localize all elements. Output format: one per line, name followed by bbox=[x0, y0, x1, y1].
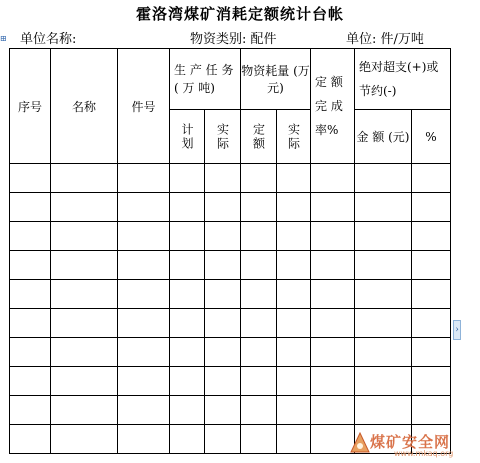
table-cell[interactable] bbox=[118, 164, 170, 193]
table-cell[interactable] bbox=[51, 251, 118, 280]
table-cell[interactable] bbox=[51, 367, 118, 396]
table-row bbox=[10, 164, 451, 193]
table-cell[interactable] bbox=[118, 193, 170, 222]
col-header-actual-consumption: 实际 bbox=[277, 110, 311, 164]
expand-marker-icon[interactable]: ⊞ bbox=[0, 34, 7, 43]
table-cell[interactable] bbox=[277, 338, 311, 367]
table-cell[interactable] bbox=[118, 280, 170, 309]
table-cell[interactable] bbox=[118, 396, 170, 425]
col-header-completion-rate: 定 额 完 成 率% bbox=[311, 49, 355, 164]
col-header-over-saving: 绝对超支(+)或节约(-) bbox=[355, 49, 451, 110]
table-cell[interactable] bbox=[170, 222, 205, 251]
table-cell[interactable] bbox=[277, 222, 311, 251]
col-header-quota: 定额 bbox=[241, 110, 277, 164]
table-cell[interactable] bbox=[355, 193, 412, 222]
table-cell[interactable] bbox=[311, 309, 355, 338]
table-cell[interactable] bbox=[205, 396, 241, 425]
table-cell[interactable] bbox=[412, 193, 451, 222]
table-cell[interactable] bbox=[355, 280, 412, 309]
table-cell[interactable] bbox=[118, 251, 170, 280]
table-cell[interactable] bbox=[51, 338, 118, 367]
table-cell[interactable] bbox=[10, 164, 51, 193]
table-cell[interactable] bbox=[118, 309, 170, 338]
table-cell[interactable] bbox=[10, 309, 51, 338]
table-cell[interactable] bbox=[277, 309, 311, 338]
table-cell[interactable] bbox=[311, 338, 355, 367]
col-header-actual: 实际 bbox=[205, 110, 241, 164]
unit-name-label: 单位名称: bbox=[20, 32, 77, 47]
table-cell[interactable] bbox=[277, 367, 311, 396]
table-cell[interactable] bbox=[412, 367, 451, 396]
table-cell[interactable] bbox=[170, 396, 205, 425]
watermark-url: www.mkaq.org bbox=[394, 449, 454, 458]
table-cell[interactable] bbox=[412, 338, 451, 367]
scroll-handle-icon[interactable]: › bbox=[453, 320, 461, 340]
table-cell[interactable] bbox=[277, 251, 311, 280]
table-cell[interactable] bbox=[412, 280, 451, 309]
col-header-percent: % bbox=[412, 110, 451, 164]
table-cell[interactable] bbox=[241, 367, 277, 396]
table-cell[interactable] bbox=[311, 367, 355, 396]
table-cell[interactable] bbox=[170, 251, 205, 280]
table-cell[interactable] bbox=[355, 367, 412, 396]
watermark-text: 煤矿安全网 bbox=[370, 433, 451, 451]
table-cell[interactable] bbox=[10, 396, 51, 425]
table-cell[interactable] bbox=[51, 425, 118, 454]
table-cell[interactable] bbox=[118, 425, 170, 454]
table-cell[interactable] bbox=[355, 251, 412, 280]
table-cell[interactable] bbox=[51, 280, 118, 309]
table-row bbox=[10, 222, 451, 251]
table-cell[interactable] bbox=[10, 251, 51, 280]
table-row bbox=[10, 251, 451, 280]
table-cell[interactable] bbox=[10, 338, 51, 367]
table-cell[interactable] bbox=[241, 280, 277, 309]
table-row bbox=[10, 367, 451, 396]
table-cell[interactable] bbox=[412, 222, 451, 251]
ledger-title: 霍洛湾煤矿消耗定额统计台帐 bbox=[135, 5, 344, 23]
table-cell[interactable] bbox=[205, 280, 241, 309]
table-cell[interactable] bbox=[10, 367, 51, 396]
table-cell[interactable] bbox=[277, 396, 311, 425]
table-cell[interactable] bbox=[205, 309, 241, 338]
table-cell[interactable] bbox=[311, 222, 355, 251]
table-cell[interactable] bbox=[241, 193, 277, 222]
table-cell[interactable] bbox=[277, 193, 311, 222]
table-cell[interactable] bbox=[205, 164, 241, 193]
table-cell[interactable] bbox=[311, 425, 355, 454]
table-cell[interactable] bbox=[118, 338, 170, 367]
col-header-amount: 金 额 (元) bbox=[355, 110, 412, 164]
col-header-seq: 序号 bbox=[10, 49, 51, 164]
table-cell[interactable] bbox=[205, 251, 241, 280]
table-cell[interactable] bbox=[311, 280, 355, 309]
table-cell[interactable] bbox=[170, 338, 205, 367]
table-cell[interactable] bbox=[170, 193, 205, 222]
table-cell[interactable] bbox=[51, 309, 118, 338]
table-cell[interactable] bbox=[412, 396, 451, 425]
table-cell[interactable] bbox=[412, 309, 451, 338]
table-cell[interactable] bbox=[241, 251, 277, 280]
table-cell[interactable] bbox=[412, 164, 451, 193]
mine-logo-icon bbox=[350, 432, 370, 454]
table-cell[interactable] bbox=[277, 164, 311, 193]
table-cell[interactable] bbox=[241, 425, 277, 454]
material-type-label: 物资类别: 配件 bbox=[190, 32, 277, 47]
table-row bbox=[10, 193, 451, 222]
table-cell[interactable] bbox=[311, 193, 355, 222]
table-cell[interactable] bbox=[205, 367, 241, 396]
table-cell[interactable] bbox=[51, 222, 118, 251]
table-cell[interactable] bbox=[51, 193, 118, 222]
table-cell[interactable] bbox=[205, 193, 241, 222]
table-cell[interactable] bbox=[277, 280, 311, 309]
table-cell[interactable] bbox=[241, 309, 277, 338]
col-header-part-no: 件号 bbox=[118, 49, 170, 164]
table-cell[interactable] bbox=[311, 164, 355, 193]
table-cell[interactable] bbox=[241, 396, 277, 425]
table-cell[interactable] bbox=[355, 164, 412, 193]
table-cell[interactable] bbox=[51, 396, 118, 425]
ledger-table bbox=[9, 48, 451, 454]
table-cell[interactable] bbox=[10, 193, 51, 222]
col-header-production-task: 生 产 任 务 ( 万 吨) bbox=[170, 49, 241, 110]
table-cell[interactable] bbox=[355, 222, 412, 251]
col-header-material-consumption: 物资耗量 (万元) bbox=[241, 49, 311, 110]
table-cell[interactable] bbox=[355, 396, 412, 425]
table-cell[interactable] bbox=[241, 222, 277, 251]
table-row bbox=[10, 280, 451, 309]
table-cell[interactable] bbox=[205, 425, 241, 454]
table-cell[interactable] bbox=[170, 164, 205, 193]
table-cell[interactable] bbox=[241, 338, 277, 367]
col-header-name: 名称 bbox=[51, 49, 118, 164]
table-cell[interactable] bbox=[170, 309, 205, 338]
table-row bbox=[10, 338, 451, 367]
table-cell[interactable] bbox=[118, 222, 170, 251]
table-cell[interactable] bbox=[170, 280, 205, 309]
table-cell[interactable] bbox=[170, 425, 205, 454]
table-cell[interactable] bbox=[241, 164, 277, 193]
table-cell[interactable] bbox=[311, 396, 355, 425]
table-cell[interactable] bbox=[205, 222, 241, 251]
table-cell[interactable] bbox=[355, 338, 412, 367]
table-cell[interactable] bbox=[51, 164, 118, 193]
table-cell[interactable] bbox=[412, 251, 451, 280]
table-cell[interactable] bbox=[118, 367, 170, 396]
table-cell[interactable] bbox=[355, 309, 412, 338]
table-row bbox=[10, 309, 451, 338]
table-cell[interactable] bbox=[277, 425, 311, 454]
table-cell[interactable] bbox=[170, 367, 205, 396]
table-cell[interactable] bbox=[10, 425, 51, 454]
table-cell[interactable] bbox=[10, 280, 51, 309]
watermark-logo bbox=[350, 428, 476, 462]
table-row bbox=[10, 396, 451, 425]
table-cell[interactable] bbox=[311, 251, 355, 280]
table-cell[interactable] bbox=[205, 338, 241, 367]
unit-label: 单位: 件/万吨 bbox=[346, 32, 424, 47]
table-cell[interactable] bbox=[10, 222, 51, 251]
col-header-plan: 计划 bbox=[170, 110, 205, 164]
